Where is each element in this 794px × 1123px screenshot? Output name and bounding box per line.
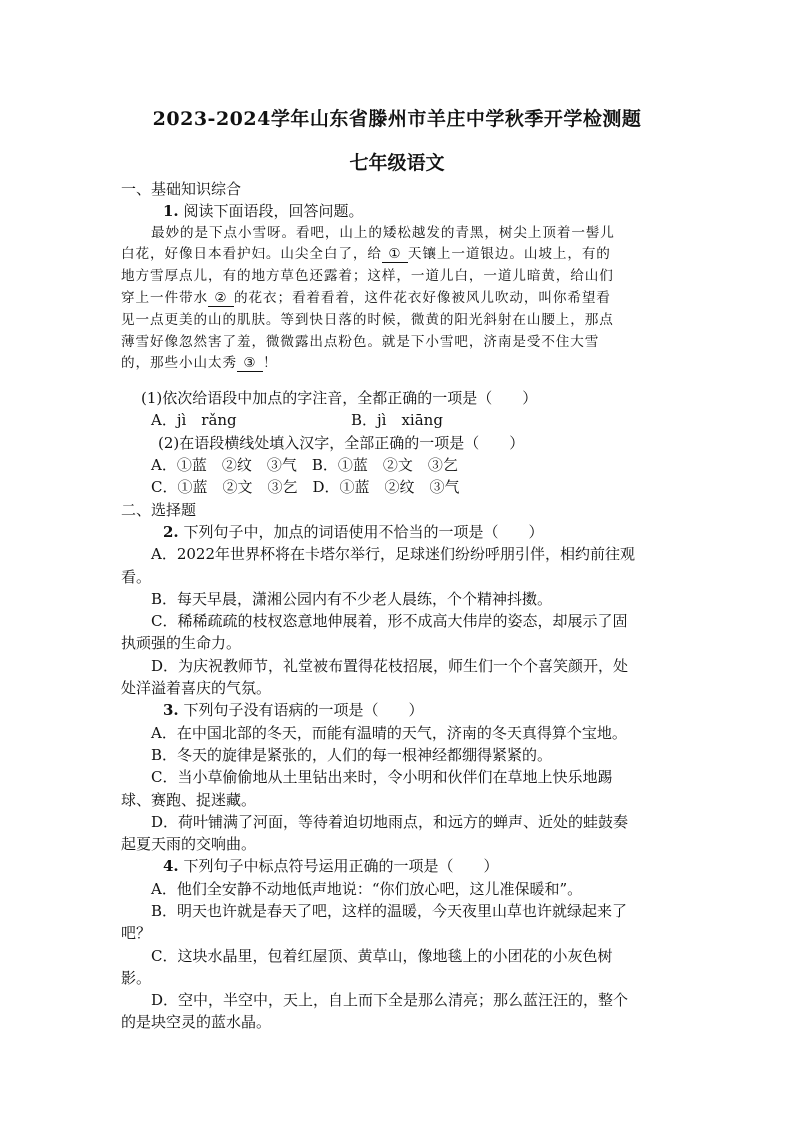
question-stem: 下列句子中，加点的词语使用不恰当的一项是（ ） <box>183 522 544 541</box>
exam-content <box>121 178 661 1034</box>
passage-line: 的，那些小山太秀 ③ ！ <box>121 355 278 372</box>
option-d: D．荷叶铺满了河面，等待着迫切地雨点，和远方的蝉声、近处的蛙鼓奏 <box>151 812 629 831</box>
question-2 <box>121 521 661 543</box>
option-d-cont: 起夏天雨的交响曲。 <box>121 835 257 854</box>
option-b: B．每天早晨，潇湘公园内有不少老人晨练，个个精神抖擞。 <box>151 589 553 608</box>
option-d-cont: 的是块空灵的蓝水晶。 <box>121 1013 272 1032</box>
option-c: C．当小草偷偷地从土里钻出来时，令小明和伙伴们在草地上快乐地踢 <box>151 768 613 787</box>
option-a: A．他们全安静不动地低声地说：“你们放心吧，这儿准保暖和”。 <box>151 879 583 898</box>
passage-line: 穿上一件带水 ② 的花衣；看着看着，这件花衣好像被风儿吹动，叫你希望看 <box>121 289 611 306</box>
options-row <box>121 409 661 431</box>
blank-3: ③ <box>237 355 263 372</box>
question-4 <box>121 855 661 877</box>
question-stem: 阅读下面语段，回答问题。 <box>183 202 364 221</box>
sub-question-2: (2)在语段横线处填入汉字，全部正确的一项是（ ） <box>158 433 525 452</box>
option-d: D．空中，半空中，天上，自上而下全是那么清亮；那么蓝汪汪的，整个 <box>151 991 629 1010</box>
question-1 <box>121 200 661 222</box>
option-d-cont: 处洋溢着喜庆的气氛。 <box>121 679 272 698</box>
passage-line: 白花，好像日本看护妇。山尖全白了，给 ① 天镶上一道银边。山坡上，有的 <box>121 246 611 263</box>
passage-line: 地方雪厚点儿，有的地方草色还露着；这样，一道儿白，一道儿暗黄，给山们 <box>121 268 614 285</box>
option-b: B．明天也许就是春天了吧，这样的温暖，今天夜里山草也许就绿起来了 <box>151 902 628 920</box>
option-b: B．冬天的旋律是紧张的，人们的每一根神经都绷得紧紧的。 <box>151 745 553 764</box>
option-c-cont: 影。 <box>121 968 152 987</box>
question-number: 2. <box>163 522 179 541</box>
option-b: B．jì xiāng <box>351 411 443 430</box>
section-heading-basic: 一、基础知识综合 <box>121 180 242 198</box>
blank-1: ① <box>382 246 408 263</box>
option-a: A．在中国北部的冬天，而能有温晴的天气，济南的冬天真得算个宝地。 <box>151 723 627 742</box>
option-c: C．稀稀疏疏的枝杈恣意地伸展着，形不成高大伟岸的姿态，却展示了固 <box>151 612 628 631</box>
exam-title: 2023-2024学年山东省滕州市羊庄中学秋季开学检测题 <box>152 108 642 130</box>
option-b-cont: 吧？ <box>121 924 152 943</box>
option-a: A．jì rǎng <box>151 411 237 430</box>
passage-line: 薄雪好像忽然害了羞，微微露出点粉色。就是下小雪吧，济南是受不住大雪 <box>121 333 600 350</box>
options-row: C．①蓝 ②文 ③乞 D．①蓝 ②纹 ③气 <box>151 478 460 497</box>
option-a-cont: 看。 <box>121 567 152 586</box>
exam-subtitle: 七年级语文 <box>349 152 445 174</box>
question-3 <box>121 699 661 721</box>
passage-line: 见一点更美的山的肌肤。等到快日落的时候，微黄的阳光斜射在山腰上，那点 <box>121 311 614 328</box>
question-number: 3. <box>163 701 179 720</box>
sub-question-1: (1)依次给语段中加点的字注音，全都正确的一项是（ ） <box>141 389 538 408</box>
question-number: 4. <box>163 857 179 876</box>
passage-line: 最妙的是下点小雪呀。看吧，山上的矮松越发的青黑，树尖上顶着一髻儿 <box>151 224 615 241</box>
reading-passage <box>121 223 661 376</box>
option-a: A．2022年世界杯将在卡塔尔举行，足球迷们纷纷呼朋引伴，相约前往观 <box>151 545 636 564</box>
question-number: 1. <box>163 202 179 221</box>
question-stem: 下列句子没有语病的一项是（ ） <box>183 701 424 720</box>
blank-2: ② <box>208 290 234 307</box>
option-c-cont: 球、赛跑、捉迷藏。 <box>121 790 257 809</box>
option-c-cont: 执顽强的生命力。 <box>121 634 242 653</box>
section-heading-choice: 二、选择题 <box>121 500 197 519</box>
question-stem: 下列句子中标点符号运用正确的一项是（ ） <box>183 857 499 876</box>
option-d: D．为庆祝教师节，礼堂被布置得花枝招展，师生们一个个喜笑颜开，处 <box>151 656 629 675</box>
option-c: C．这块水晶里，包着红屋顶、黄草山，像地毯上的小团花的小灰色树 <box>151 946 613 965</box>
options-row: A．①蓝 ②纹 ③气 B．①蓝 ②文 ③乞 <box>151 456 458 475</box>
